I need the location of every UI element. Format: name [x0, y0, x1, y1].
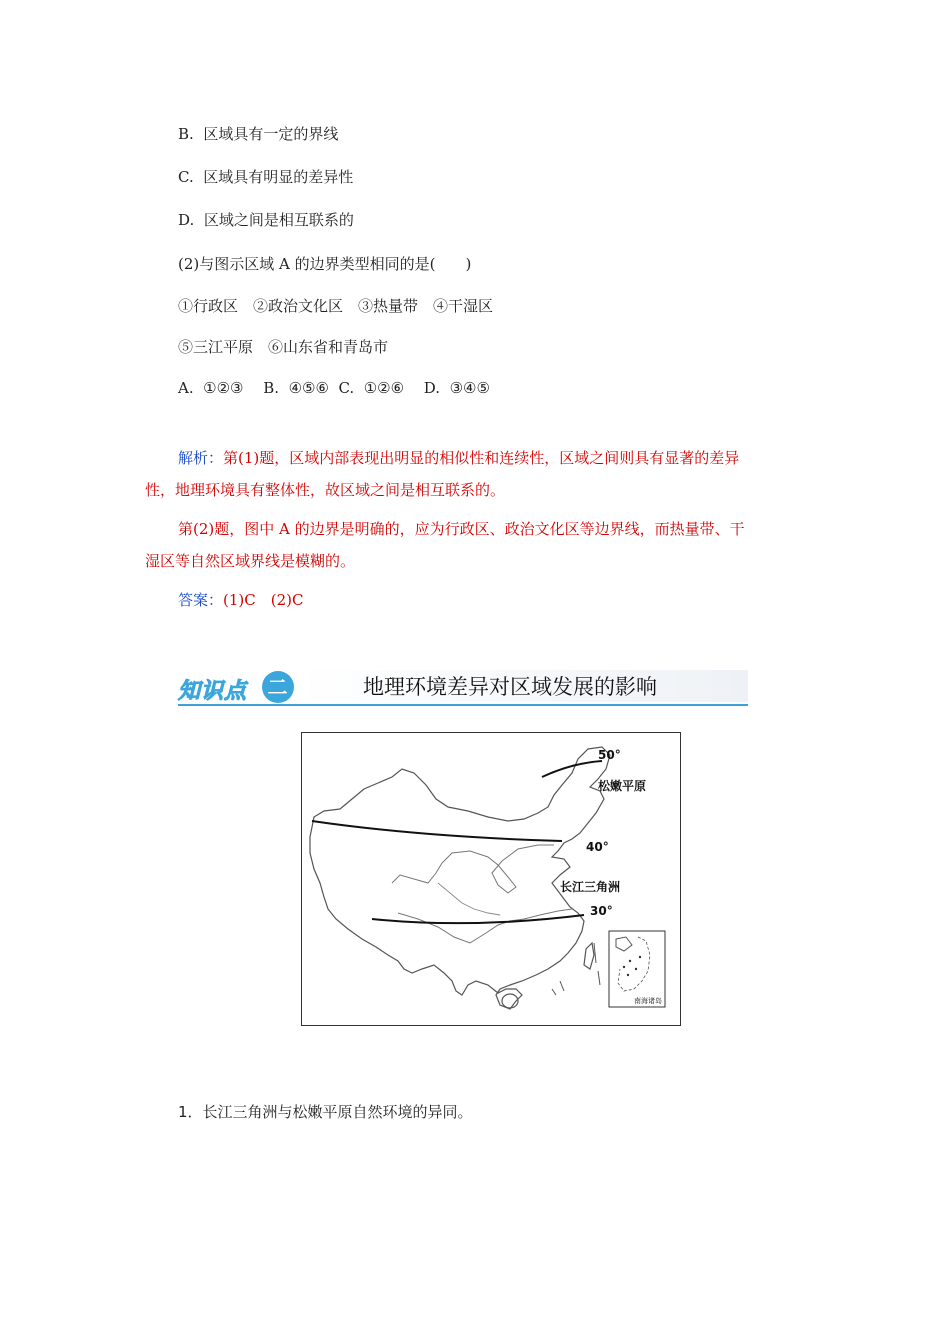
analysis-text: 第(1)题，区域内部表现出明显的相似性和连续性，区域之间则具有显著的差异 — [223, 449, 740, 467]
songnen-plain-label: 松嫩平原 — [598, 779, 647, 793]
option-text: 区域具有一定的界线 — [203, 125, 339, 143]
answer-line — [178, 590, 303, 610]
analysis-text: 第(2)题，图中 A 的边界是明确的，应为行政区、政治文化区等边界线，而热量带、干 — [178, 520, 745, 538]
option-letter: B. — [178, 125, 194, 143]
analysis-paragraph-2 — [145, 513, 805, 577]
yangtze-delta-label: 长江三角洲 — [560, 880, 621, 894]
latitude-50-line — [542, 761, 602, 777]
analysis-text: 湿区等自然区域界线是模糊的。 — [145, 552, 356, 570]
section-tag — [178, 670, 298, 702]
option-b — [178, 124, 338, 144]
section-tag-text: 知识点 — [178, 679, 248, 704]
latitude-40-label: 40° — [586, 840, 609, 854]
latitude-50-label: 50° — [598, 748, 621, 762]
question2-choices: A. ①②③ B. ④⑤⑥ C. ①②⑥ D. ③④⑤ — [178, 379, 490, 397]
option-d — [178, 210, 354, 230]
option-c — [178, 167, 353, 187]
taiwan-island — [584, 943, 594, 969]
latitude-30-label: 30° — [590, 904, 613, 918]
section-tag-number: 二 — [262, 671, 294, 703]
answer-label: 答案： — [178, 591, 224, 609]
china-map-figure — [301, 732, 681, 1026]
question2-items-line2: ⑤三江平原 ⑥山东省和青岛市 — [178, 338, 389, 356]
analysis-text: 性，地理环境具有整体性，故区域之间是相互联系的。 — [145, 481, 506, 499]
question1: 1．长江三角洲与松嫩平原自然环境的异同。 — [178, 1103, 473, 1121]
option-letter: D. — [178, 211, 195, 229]
south-sea-inset — [609, 931, 665, 1007]
latitude-30-line — [372, 915, 584, 923]
section-banner — [178, 664, 748, 708]
question2-stem: (2)与图示区域 A 的边界类型相同的是( ) — [178, 255, 472, 273]
option-text: 区域之间是相互联系的 — [203, 211, 354, 229]
inset-label: 南海诸岛 — [634, 997, 662, 1005]
answer-text: (1)C (2)C — [223, 591, 304, 609]
latitude-40-line — [312, 821, 562, 841]
section-title: 地理环境差异对区域发展的影响 — [363, 675, 657, 699]
option-letter: C. — [178, 168, 194, 186]
question2-items-line1: ①行政区 ②政治文化区 ③热量带 ④干湿区 — [178, 297, 494, 315]
analysis-paragraph-1 — [145, 442, 805, 506]
option-text: 区域具有明显的差异性 — [203, 168, 354, 186]
inner-boundary — [438, 883, 500, 915]
china-map — [302, 733, 680, 1025]
yangtze-river — [398, 909, 572, 943]
analysis-label: 解析： — [178, 449, 224, 467]
yellow-river — [392, 845, 554, 893]
china-outline — [310, 747, 610, 1009]
banner-underline — [178, 704, 748, 706]
